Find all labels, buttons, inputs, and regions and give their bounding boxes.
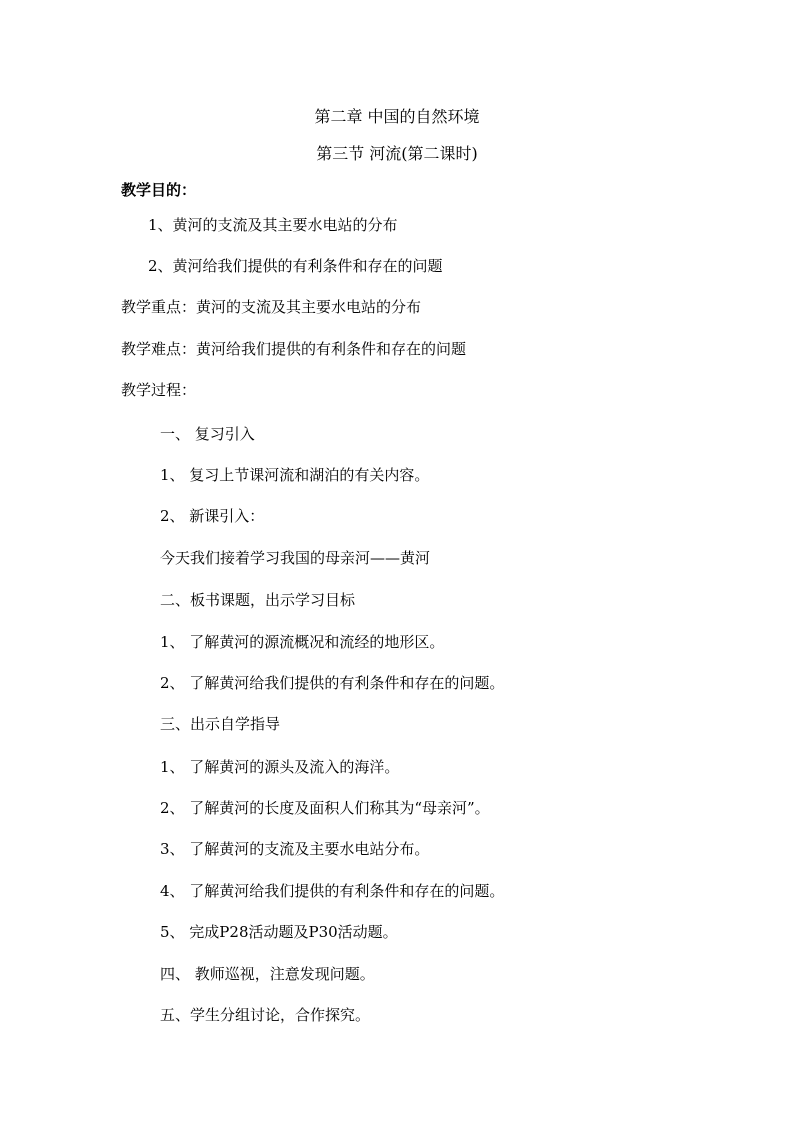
process-line: 三、出示自学指导 xyxy=(160,715,281,733)
process-line: 2、 了解黄河的长度及面积人们称其为“母亲河”。 xyxy=(160,799,490,817)
process-line: 2、 了解黄河给我们提供的有利条件和存在的问题。 xyxy=(160,674,505,692)
section-title: 第三节 河流(第二课时) xyxy=(316,144,478,163)
process-line: 一、 复习引入 xyxy=(160,425,255,443)
process-line: 四、 教师巡视，注意发现问题。 xyxy=(160,965,375,983)
process-line: 2、 新课引入： xyxy=(160,507,265,525)
difficult-point: 教学难点：黄河给我们提供的有利条件和存在的问题 xyxy=(121,340,467,358)
objectives-heading: 教学目的： xyxy=(121,181,197,199)
process-line: 1、 了解黄河的源流概况和流经的地形区。 xyxy=(160,633,445,651)
process-heading: 教学过程： xyxy=(121,381,197,399)
process-line: 4、 了解黄河给我们提供的有利条件和存在的问题。 xyxy=(160,882,505,900)
process-line: 今天我们接着学习我国的母亲河——黄河 xyxy=(160,549,431,567)
process-line: 五、学生分组讨论，合作探究。 xyxy=(160,1006,371,1024)
process-line: 1、 了解黄河的源头及流入的海洋。 xyxy=(160,758,400,776)
process-line: 二、板书课题，出示学习目标 xyxy=(160,591,356,609)
process-line: 5、 完成P28活动题及P30活动题。 xyxy=(160,923,398,941)
objective-item: 1、黄河的支流及其主要水电站的分布 xyxy=(148,216,398,234)
process-line: 3、 了解黄河的支流及主要水电站分布。 xyxy=(160,840,430,858)
process-line: 1、 复习上节课河流和湖泊的有关内容。 xyxy=(160,466,430,484)
chapter-title: 第二章 中国的自然环境 xyxy=(314,107,480,126)
key-point: 教学重点：黄河的支流及其主要水电站的分布 xyxy=(121,298,422,316)
objective-item: 2、黄河给我们提供的有利条件和存在的问题 xyxy=(148,257,443,275)
